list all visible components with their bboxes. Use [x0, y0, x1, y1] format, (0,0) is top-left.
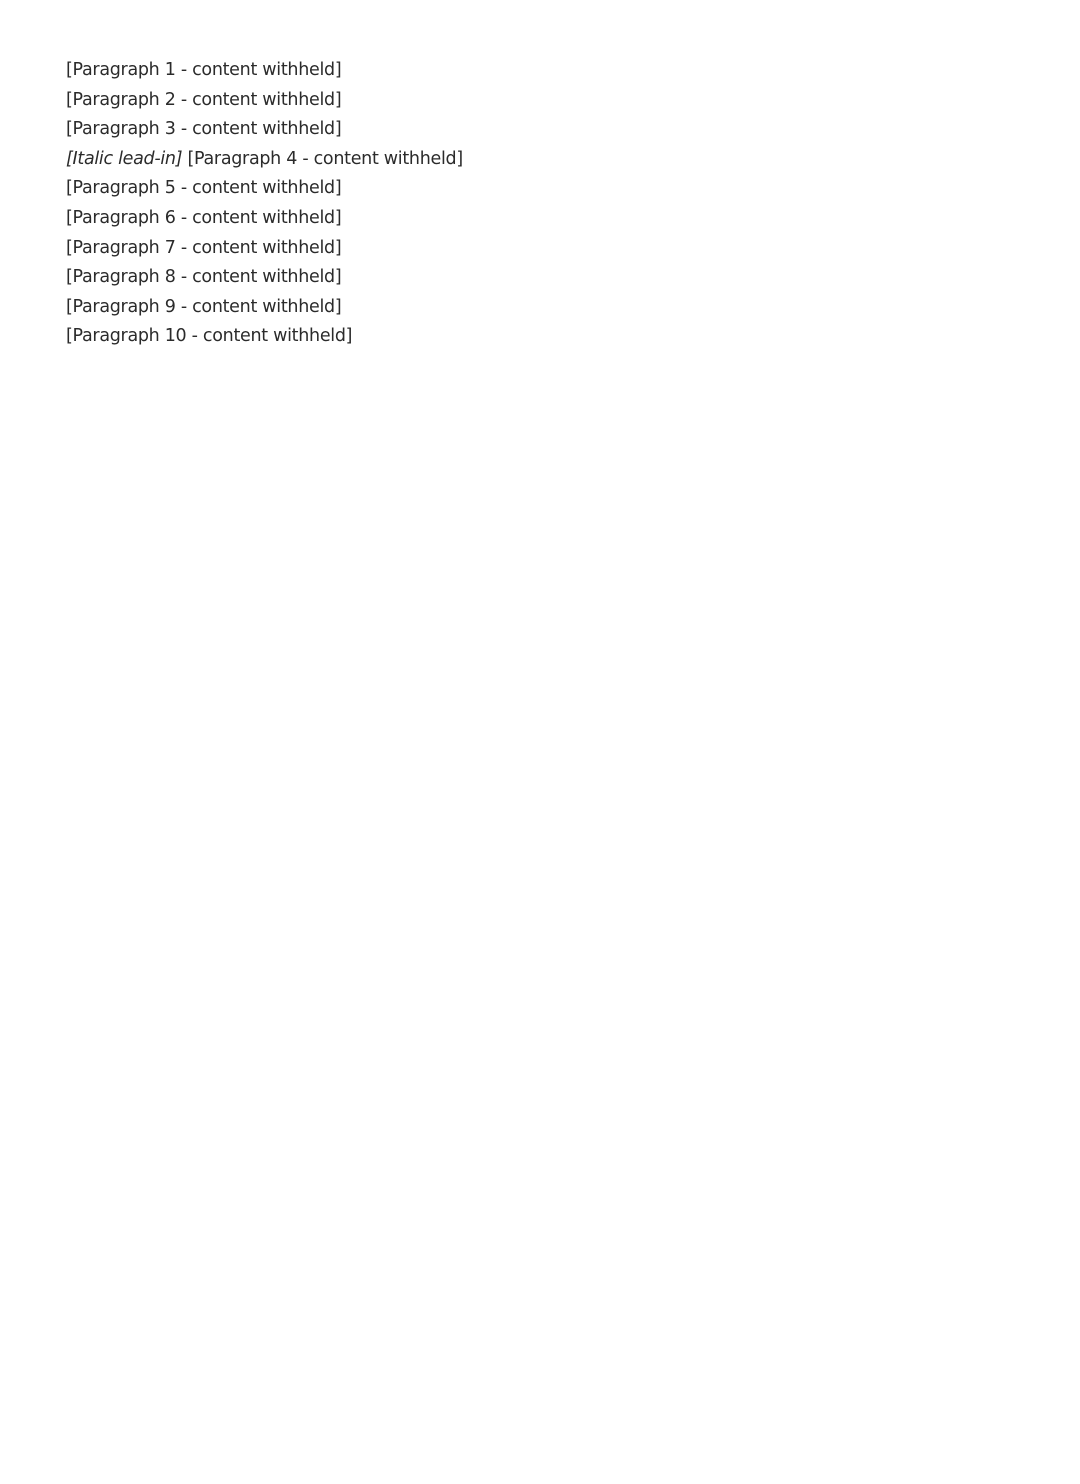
paragraph: [Paragraph 3 - content withheld]	[66, 119, 342, 140]
paragraph: [Paragraph 5 - content withheld]	[66, 178, 342, 199]
paragraph: [Paragraph 9 - content withheld]	[66, 296, 342, 317]
paragraph: [Paragraph 1 - content withheld]	[66, 60, 342, 80]
paragraph: [Paragraph 6 - content withheld]	[66, 207, 342, 228]
paragraph	[44, 147, 1036, 172]
italic-lead: [Italic lead-in]	[66, 148, 183, 169]
document-page	[0, 0, 1080, 349]
paragraph-text: [Paragraph 4 - content withheld]	[182, 148, 463, 169]
paragraph: [Paragraph 8 - content withheld]	[66, 267, 342, 288]
paragraph: [Paragraph 2 - content withheld]	[66, 89, 342, 110]
paragraph: [Paragraph 10 - content withheld]	[66, 326, 353, 347]
paragraph: [Paragraph 7 - content withheld]	[66, 237, 342, 258]
